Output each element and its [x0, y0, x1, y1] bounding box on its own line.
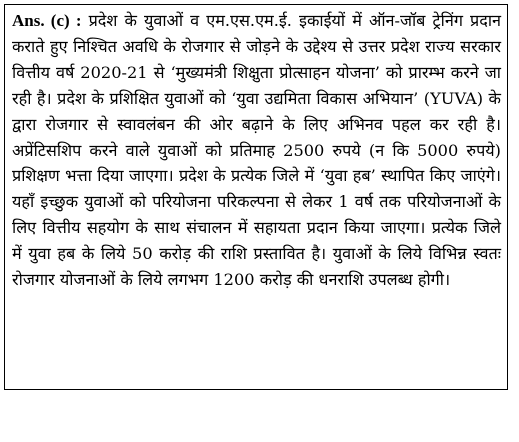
- answer-body: प्रदेश के युवाओं व एम.एस.एम.ई. इकाईयों में ऑन-जॉब ट्रेनिंग प्रदान कराते हुए निश्चित अवधि के रोजगार से जोड़ने के उद्देश्य से उत्तर प्रदेश राज्य सरकार वित्तीय वर्ष 2020-21 से ‘मुख्यमंत्री शिक्षुता प्रोत्साहन योजना’ को प्रारम्भ करने जा रही है। प्रदेश के प्रशिक्षित युवाओं को ‘युवा उद्यमिता विकास अभियान’ (YUVA) के द्वारा रोजगार से स्वावलंबन की ओर बढ़ाने के लिए अभिनव पहल कर रही है। अप्रेंटिसशिप करने वाले युवाओं को प्रतिमाह 2500 रुपये (न कि 5000 रुपये) प्रशिक्षण भत्ता दिया जाएगा। प्रदेश के प्रत्येक जिले में ‘युवा हब’ स्थापित किए जाएंगे। यहाँ इच्छुक युवाओं को परियोजना परिकल्पना से लेकर 1 वर्ष तक परियोजनाओं के लिए वित्तीय सहयोग के साथ संचालन में सहायता प्रदान किया जाएगा। प्रत्येक जिले में युवा हब के लिये 50 करोड़ की राशि प्रस्तावित है। युवाओं के लिये विभिन्न स्वतः रोजगार योजनाओं के लिये लगभग 1200 करोड़ की धनराशि उपलब्ध होगी।: [12, 11, 501, 290]
- answer-box: [4, 4, 508, 390]
- answer-label: Ans. (c) :: [12, 11, 82, 30]
- answer-paragraph: [12, 8, 501, 293]
